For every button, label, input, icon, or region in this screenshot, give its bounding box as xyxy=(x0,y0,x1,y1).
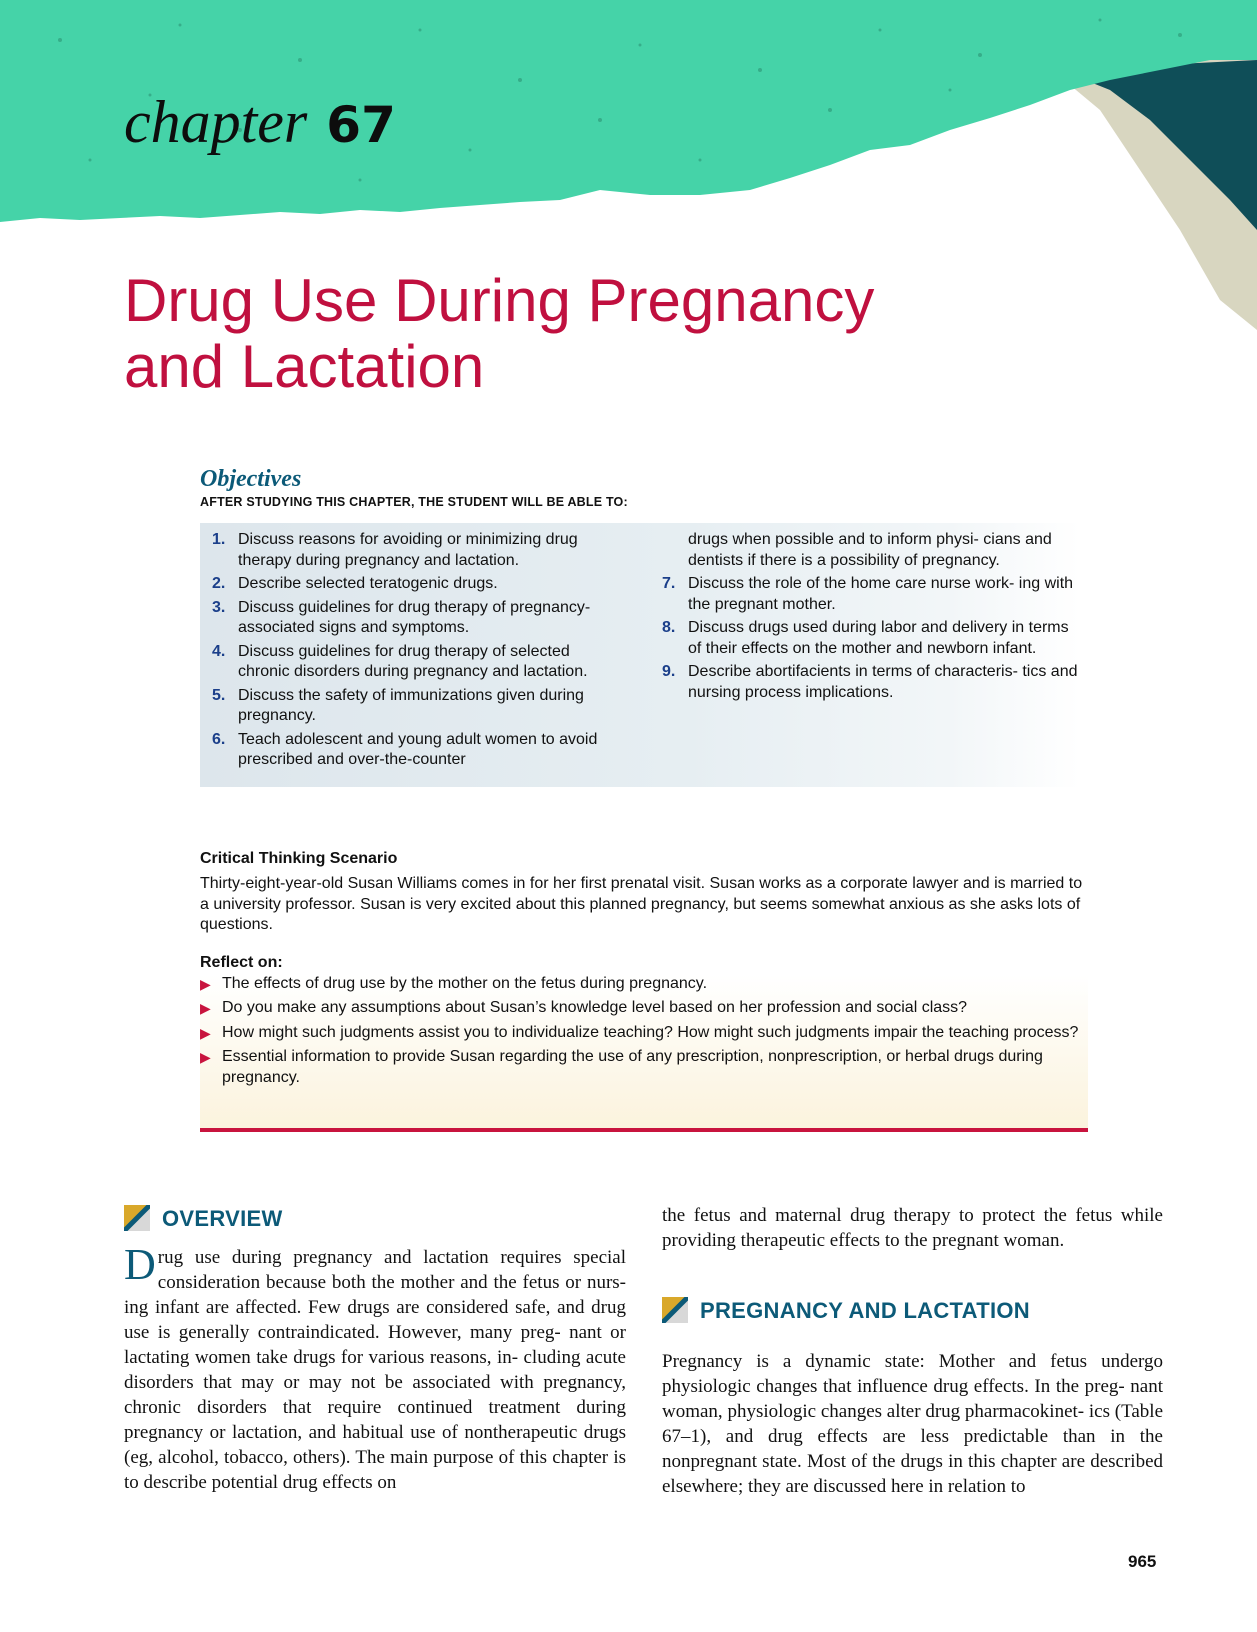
triangle-bullet-icon: ▶ xyxy=(200,1000,211,1016)
objectives-left-column xyxy=(212,530,622,774)
objective-item xyxy=(212,730,622,771)
reflect-list xyxy=(200,974,1088,1089)
chapter-title-line2: and Lactation xyxy=(124,333,485,400)
chapter-title xyxy=(124,268,1024,400)
objective-text: Discuss reasons for avoiding or minimizing drug therapy during pregnancy and lactation. xyxy=(238,531,578,569)
objective-item xyxy=(662,574,1082,615)
triangle-bullet-icon: ▶ xyxy=(200,1024,211,1041)
pregnancy-heading xyxy=(662,1297,1163,1323)
objective-text: Discuss guidelines for drug therapy of pregnancy-associated signs and symptoms. xyxy=(238,598,591,636)
objectives-box xyxy=(200,523,1080,787)
body-right-column xyxy=(662,1203,1163,1499)
objectives-right-column xyxy=(662,530,1082,706)
objective-text: Teach adolescent and young adult women to avoid prescribed and over-the-counter xyxy=(238,730,598,768)
drop-cap: D xyxy=(124,1240,156,1289)
reflect-item xyxy=(200,974,1088,995)
section-marker-icon xyxy=(662,1297,688,1323)
overview-text: rug use during pregnancy and lactation requires special consideration because both the mother and the fetus or nurs- ing infant are affected. Few drugs are considered safe, and drug use is generally contraindicated. However, many preg- nant or lactating women take drugs for various reasons, in- cluding acute disorders that may or may not be associated with pregnancy, chronic disorders that require continued treatment during pregnancy or lactation, and habitual use of nontherapeutic drugs (eg, alcohol, tobacco, others). The main purpose of this chapter is to describe potential drug effects on xyxy=(124,1247,626,1493)
objective-item xyxy=(212,574,622,595)
chapter-title-line1: Drug Use During Pregnancy xyxy=(124,267,875,334)
reflect-item xyxy=(200,1047,1088,1088)
chapter-number: 67 xyxy=(326,96,396,154)
objective-number: 9. xyxy=(662,663,676,680)
overview-continued-text: the fetus and maternal drug therapy to protect the fetus while providing therapeutic effects to the pregnant woman. xyxy=(662,1205,1163,1251)
objective-item xyxy=(212,686,622,727)
objective-continuation: drugs when possible and to inform physi- cians and dentists if there is a possibility of pregnancy. xyxy=(688,531,1052,569)
critical-thinking-box xyxy=(200,850,1088,1132)
objective-text: Discuss guidelines for drug therapy of selected chronic disorders during pregnancy and lactation. xyxy=(238,642,588,680)
pregnancy-heading-text: PREGNANCY AND LACTATION xyxy=(700,1297,1030,1323)
objective-text: Describe selected teratogenic drugs. xyxy=(238,575,498,592)
objective-number: 5. xyxy=(212,686,226,704)
reflect-item-text: How might such judgments assist you to individualize teaching? How might such judgments impair the teaching process? xyxy=(222,1023,1079,1041)
objective-number: 7. xyxy=(662,575,676,592)
section-marker-icon xyxy=(124,1205,150,1231)
reflect-heading: Reflect on: xyxy=(200,953,283,971)
scenario-text: Thirty-eight-year-old Susan Williams comes in for her first prenatal visit. Susan works as a corporate lawyer and is married to a university professor. Susan is very excited about this planned pregnancy, but seems somewhat anxious as she asks lots of questions. xyxy=(200,875,1083,933)
objective-number: 1. xyxy=(212,531,226,548)
triangle-bullet-icon: ▶ xyxy=(200,975,211,992)
objective-text: Discuss the role of the home care nurse work- ing with the pregnant mother. xyxy=(688,575,1074,613)
objective-text: Describe abortifacients in terms of characteris- tics and nursing process implications. xyxy=(688,663,1078,701)
objective-number: 6. xyxy=(212,730,226,748)
objectives-subheading: AFTER STUDYING THIS CHAPTER, THE STUDENT WILL BE ABLE TO: xyxy=(200,495,628,509)
objective-item xyxy=(662,618,1082,659)
reflect-item-text: The effects of drug use by the mother on the fetus during pregnancy. xyxy=(222,974,708,992)
triangle-bullet-icon: ▶ xyxy=(200,1049,211,1065)
pregnancy-text: Pregnancy is a dynamic state: Mother and fetus undergo physiologic changes that influence drug effects. In the preg- nant woman, physiologic changes alter drug pharmacokinet- ics (Table 67–1), and drug effects are less predictable than in the nonpregnant state. Most of the drugs in this chapter are described elsewhere; they are discussed here in relation to xyxy=(662,1351,1163,1497)
objective-number: 3. xyxy=(212,598,226,616)
reflect-item-text: Do you make any assumptions about Susan’s knowledge level based on her profession and social class? xyxy=(222,999,968,1016)
objectives-section xyxy=(200,466,1080,787)
overview-heading-text: OVERVIEW xyxy=(162,1205,283,1231)
objective-text: Discuss the safety of immunizations given during pregnancy. xyxy=(238,686,584,724)
scenario-heading: Critical Thinking Scenario xyxy=(200,850,398,867)
objective-text: Discuss drugs used during labor and delivery in terms of their effects on the mother and newborn infant. xyxy=(688,619,1069,657)
page-number: 965 xyxy=(1128,1552,1157,1571)
chapter-label xyxy=(124,89,396,155)
objectives-heading: Objectives xyxy=(200,466,302,492)
objective-item xyxy=(212,598,622,639)
objective-item xyxy=(212,530,622,571)
body-left-column xyxy=(124,1205,626,1495)
reflect-item-text: Essential information to provide Susan regarding the use of any prescription, nonprescription, or herbal drugs during pregnancy. xyxy=(222,1048,1043,1086)
reflect-item xyxy=(200,1023,1088,1044)
chapter-word: chapter xyxy=(124,89,308,155)
objective-number: 4. xyxy=(212,642,226,660)
objective-number: 2. xyxy=(212,575,226,592)
objective-number: 8. xyxy=(662,619,676,636)
objective-item xyxy=(212,642,622,683)
reflect-item xyxy=(200,998,1088,1019)
overview-paragraph xyxy=(124,1240,626,1495)
overview-heading xyxy=(124,1205,626,1231)
objective-item xyxy=(662,662,1082,703)
